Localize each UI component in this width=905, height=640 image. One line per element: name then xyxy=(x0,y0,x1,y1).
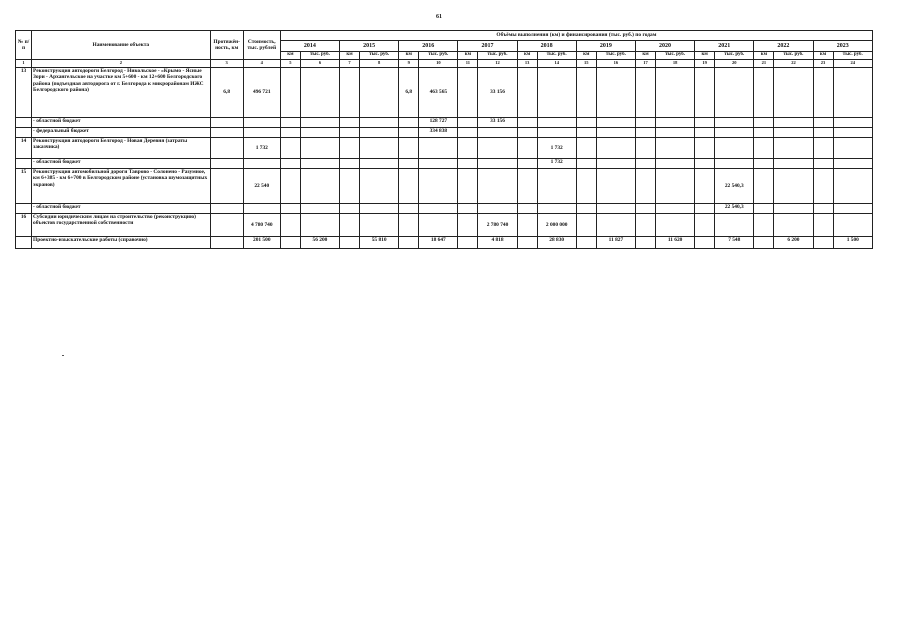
table-row xyxy=(16,128,873,138)
table-row xyxy=(16,214,873,237)
header-year-2017: 2017 xyxy=(458,41,517,52)
rub-2018: 2 000 000 xyxy=(537,214,576,237)
cost-value: 22 540 xyxy=(243,169,280,204)
cost-value: 4 780 740 xyxy=(243,214,280,237)
row-number: 16 xyxy=(16,214,32,237)
col-number: 14 xyxy=(537,60,576,68)
rub-2021: 22 540,3 xyxy=(715,204,754,214)
table-row xyxy=(16,159,873,169)
col-number: 12 xyxy=(478,60,517,68)
col-number: 10 xyxy=(419,60,458,68)
header-year-2015: 2015 xyxy=(340,41,399,52)
col-number: 1 xyxy=(16,60,32,68)
table-row xyxy=(16,169,873,204)
header-year-2019: 2019 xyxy=(576,41,635,52)
col-number: 5 xyxy=(280,60,300,68)
table-row xyxy=(16,118,873,128)
rub-2018: 28 830 xyxy=(537,237,576,249)
rub-2017: 2 780 740 xyxy=(478,214,517,237)
header-year-2016: 2016 xyxy=(399,41,458,52)
object-name: Реконструкция автодороги Белгород - Никольское - «Крымо - Ясные Зори - Архангельское на участке км 5+600 - км 12+600 Белгородского района (подъездная автодорога от г. Белгорода к микрорайонам ИЖС Белгородского района) xyxy=(32,68,211,118)
rub-2017: 4 818 xyxy=(478,237,517,249)
header-unit-rub: тыс. руб. xyxy=(478,52,517,60)
col-number: 3 xyxy=(210,60,243,68)
header-unit-rub: тыс. руб. xyxy=(656,52,695,60)
rub-2018: 1 732 xyxy=(537,159,576,169)
col-number: 7 xyxy=(340,60,360,68)
header-unit-rub: тыс. руб. xyxy=(833,52,872,60)
length-value: 6,8 xyxy=(210,68,243,118)
header-volumes: Объёмы выполнения (км) и финансирования (тыс. руб.) по годам xyxy=(280,31,872,41)
header-year-2022: 2022 xyxy=(754,41,813,52)
object-name: - областной бюджет xyxy=(32,204,211,214)
object-name: - областной бюджет xyxy=(32,118,211,128)
header-unit-rub: тыс. руб. xyxy=(300,52,339,60)
col-number: 16 xyxy=(596,60,635,68)
table-row xyxy=(16,68,873,118)
header-unit-km: км xyxy=(340,52,360,60)
col-number: 11 xyxy=(458,60,478,68)
col-number: 24 xyxy=(833,60,872,68)
rub-2022: 6 200 xyxy=(774,237,813,249)
header-year-2020: 2020 xyxy=(635,41,694,52)
col-number: 2 xyxy=(32,60,211,68)
col-number: 18 xyxy=(656,60,695,68)
header-length: Протяжён-ность, км xyxy=(210,31,243,60)
rub-2018: 1 732 xyxy=(537,138,576,159)
scan-speck xyxy=(62,355,64,356)
object-name: Реконструкция автодороги Белгород - Новая Деревня (затраты заказчика) xyxy=(32,138,211,159)
header-unit-km: км xyxy=(635,52,655,60)
header-unit-km: км xyxy=(458,52,478,60)
header-unit-rub: тыс. руб. xyxy=(537,52,576,60)
col-number: 4 xyxy=(243,60,280,68)
rub-2020: 11 620 xyxy=(656,237,695,249)
km-2016: 6,8 xyxy=(399,68,419,118)
header-unit-km: км xyxy=(576,52,596,60)
cost-value: 496 721 xyxy=(243,68,280,118)
object-name: Реконструкция автомобильной дороги Таврово - Солонено - Разумное, км 6+385 - км 6+700 в Белгородском районе (установка шумозащитных экранов) xyxy=(32,169,211,204)
rub-2016: 18 647 xyxy=(419,237,458,249)
table-row xyxy=(16,237,873,249)
col-number: 17 xyxy=(635,60,655,68)
col-number: 15 xyxy=(576,60,596,68)
header-unit-rub: тыс. руб. xyxy=(715,52,754,60)
rub-2019: 11 827 xyxy=(596,237,635,249)
row-number: 13 xyxy=(16,68,32,118)
col-number: 22 xyxy=(774,60,813,68)
object-name: Проектно-изыскательские работы (справочно) xyxy=(32,237,211,249)
rub-2021: 7 548 xyxy=(715,237,754,249)
header-year-2021: 2021 xyxy=(695,41,754,52)
rub-2017: 33 156 xyxy=(478,68,517,118)
header-name: Наименование объекта xyxy=(32,31,211,60)
col-number: 19 xyxy=(695,60,715,68)
header-unit-rub: тыс. руб. xyxy=(360,52,399,60)
col-number: 23 xyxy=(813,60,833,68)
col-number: 6 xyxy=(300,60,339,68)
header-year-2014: 2014 xyxy=(280,41,339,52)
header-year-2018: 2018 xyxy=(517,41,576,52)
col-number: 8 xyxy=(360,60,399,68)
header-no: № п/п xyxy=(16,31,32,60)
cost-value: 1 732 xyxy=(243,138,280,159)
page-number: 61 xyxy=(436,14,442,20)
object-name: Субсидии юридическим лицам на строительство (реконструкцию) объектов государственной собственности xyxy=(32,214,211,237)
header-unit-km: км xyxy=(754,52,774,60)
rub-2016: 334 838 xyxy=(419,128,458,138)
cost-value: 201 500 xyxy=(243,237,280,249)
header-cost: Стоимость, тыс. рублей xyxy=(243,31,280,60)
rub-2023: 1 500 xyxy=(833,237,872,249)
table-row xyxy=(16,204,873,214)
row-number: 14 xyxy=(16,138,32,159)
header-unit-km: км xyxy=(399,52,419,60)
object-name: - федеральный бюджет xyxy=(32,128,211,138)
col-number: 13 xyxy=(517,60,537,68)
col-number: 9 xyxy=(399,60,419,68)
financing-table xyxy=(15,30,873,249)
object-name: - областной бюджет xyxy=(32,159,211,169)
rub-2015: 55 810 xyxy=(360,237,399,249)
col-number: 21 xyxy=(754,60,774,68)
header-unit-rub: тыс. руб. xyxy=(419,52,458,60)
table-row xyxy=(16,138,873,159)
rub-2016: 463 565 xyxy=(419,68,458,118)
header-unit-rub: тыс. руб. xyxy=(774,52,813,60)
col-number: 20 xyxy=(715,60,754,68)
header-unit-km: км xyxy=(813,52,833,60)
header-unit-rub: тыс. руб. xyxy=(596,52,635,60)
rub-2016: 128 727 xyxy=(419,118,458,128)
header-unit-km: км xyxy=(695,52,715,60)
header-unit-km: км xyxy=(517,52,537,60)
rub-2017: 33 156 xyxy=(478,118,517,128)
row-number: 15 xyxy=(16,169,32,204)
header-unit-km: км xyxy=(280,52,300,60)
rub-2014: 56 200 xyxy=(300,237,339,249)
rub-2021: 22 540,3 xyxy=(715,169,754,204)
header-year-2023: 2023 xyxy=(813,41,872,52)
